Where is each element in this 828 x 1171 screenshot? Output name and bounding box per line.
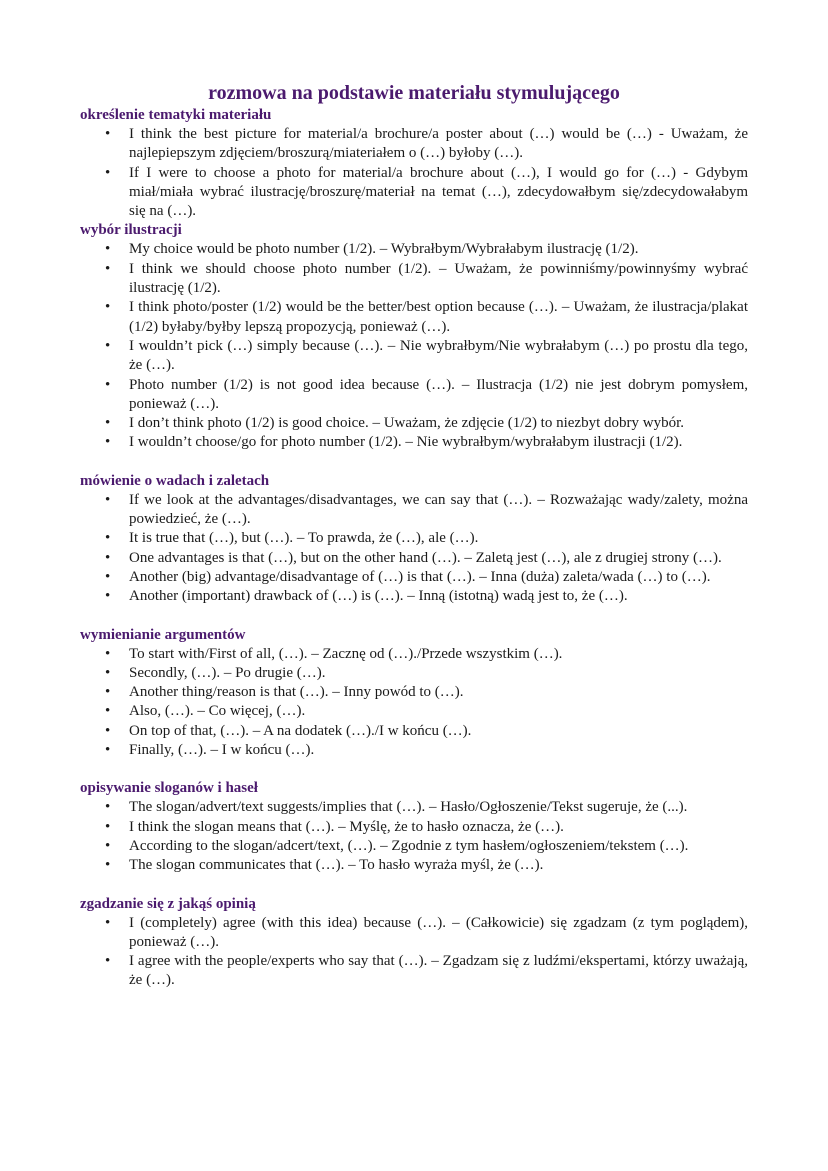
section-heading: wybór ilustracji <box>80 222 182 239</box>
phrase-list <box>80 798 748 875</box>
list-item: • Another thing/reason is that (…). – Inny powód to (…). <box>129 683 748 702</box>
section-heading: określenie tematyki materiału <box>80 107 272 123</box>
section-heading: wymienianie argumentów <box>80 626 246 643</box>
list-item: • My choice would be photo number (1/2). – Wybrałbym/Wybrałabym ilustrację (1/2). <box>129 240 748 259</box>
section-pros-cons <box>80 472 748 607</box>
list-item: • I think the best picture for material/a brochure/a poster about (…) would be (…) - Uważam, że najlepiepszym zdjęciem/broszurą/miateriałem o (…) byłoby (…). <box>129 125 748 164</box>
list-item: • If we look at the advantages/disadvantages, we can say that (…). – Rozważając wady/zalety, można powiedzieć, że (…). <box>129 491 748 530</box>
phrase-list <box>80 914 748 991</box>
phrase-list <box>80 491 748 607</box>
list-item: • Another (important) drawback of (…) is (…). – Inną (istotną) wadą jest to, że (…). <box>129 587 748 606</box>
list-item: • I wouldn’t choose/go for photo number (1/2). – Nie wybrałbym/wybrałabym ilustracji (1/2). <box>129 433 748 452</box>
list-item: • Also, (…). – Co więcej, (…). <box>129 702 748 721</box>
section-choosing-illustration <box>80 221 748 452</box>
section-topic <box>80 106 748 221</box>
phrase-list <box>80 240 748 452</box>
list-item: • On top of that, (…). – A na dodatek (…)./I w końcu (…). <box>129 722 748 741</box>
page-title: rozmowa na podstawie materiału stymulującego <box>208 82 620 104</box>
list-item: • According to the slogan/adcert/text, (…). – Zgodnie z tym hasłem/ogłoszeniem/tekstem (…). <box>129 837 748 856</box>
list-item: • If I were to choose a photo for material/a brochure about (…), I would go for (…) - Gdybym miał/miała wybrać ilustrację/broszurę/materiał na temat (…), zdecydowałbym się/zdecydowałabym się na (…). <box>129 164 748 222</box>
list-item: • Finally, (…). – I w końcu (…). <box>129 741 748 760</box>
list-item: • The slogan communicates that (…). – To hasło wyraża myśl, że (…). <box>129 856 748 875</box>
spacer <box>80 876 748 895</box>
list-item: • Secondly, (…). – Po drugie (…). <box>129 664 748 683</box>
phrase-list <box>80 125 748 221</box>
list-item: • Photo number (1/2) is not good idea because (…). – Ilustracja (1/2) nie jest dobrym pomysłem, ponieważ (…). <box>129 376 748 415</box>
list-item: • It is true that (…), but (…). – To prawda, że (…), ale (…). <box>129 529 748 548</box>
section-heading: zgadzanie się z jakąś opinią <box>80 895 256 912</box>
list-item: • I think photo/poster (1/2) would be the better/best option because (…). – Uważam, że ilustracja/plakat (1/2) byłaby/byłby lepszą propozycją, ponieważ (…). <box>129 298 748 337</box>
section-arguments <box>80 626 748 761</box>
section-heading: opisywanie sloganów i haseł <box>80 780 258 797</box>
list-item: • I think we should choose photo number (1/2). – Uważam, że powinniśmy/powinnyśmy wybrać ilustrację (1/2). <box>129 260 748 299</box>
list-item: • The slogan/advert/text suggests/implies that (…). – Hasło/Ogłoszenie/Tekst sugeruje, że (...). <box>129 798 748 817</box>
spacer <box>80 760 748 779</box>
list-item: • I wouldn’t pick (…) simply because (…). – Nie wybrałbym/Nie wybrałabym (…) po prostu dla tego, że (…). <box>129 337 748 376</box>
list-item: • One advantages is that (…), but on the other hand (…). – Zaletą jest (…), ale z drugiej strony (…). <box>129 549 748 568</box>
list-item: • I think the slogan means that (…). – Myślę, że to hasło oznacza, że (…). <box>129 818 748 837</box>
spacer <box>80 453 748 472</box>
section-slogans <box>80 779 748 875</box>
list-item: • I don’t think photo (1/2) is good choice. – Uważam, że zdjęcie (1/2) to niezbyt dobry wybór. <box>129 414 748 433</box>
list-item: • To start with/First of all, (…). – Zacznę od (…)./Przede wszystkim (…). <box>129 645 748 664</box>
phrase-list <box>80 645 748 761</box>
section-agreeing <box>80 895 748 991</box>
list-item: • Another (big) advantage/disadvantage of (…) is that (…). – Inna (duża) zaleta/wada (…) to (…). <box>129 568 748 587</box>
section-heading: mówienie o wadach i zaletach <box>80 472 270 489</box>
spacer <box>80 607 748 626</box>
list-item: • I agree with the people/experts who say that (…). – Zgadzam się z ludźmi/ekspertami, którzy uważają, że (…). <box>129 952 748 991</box>
list-item: • I (completely) agree (with this idea) because (…). – (Całkowicie) się zgadzam (z tym poglądem), ponieważ (…). <box>129 914 748 953</box>
